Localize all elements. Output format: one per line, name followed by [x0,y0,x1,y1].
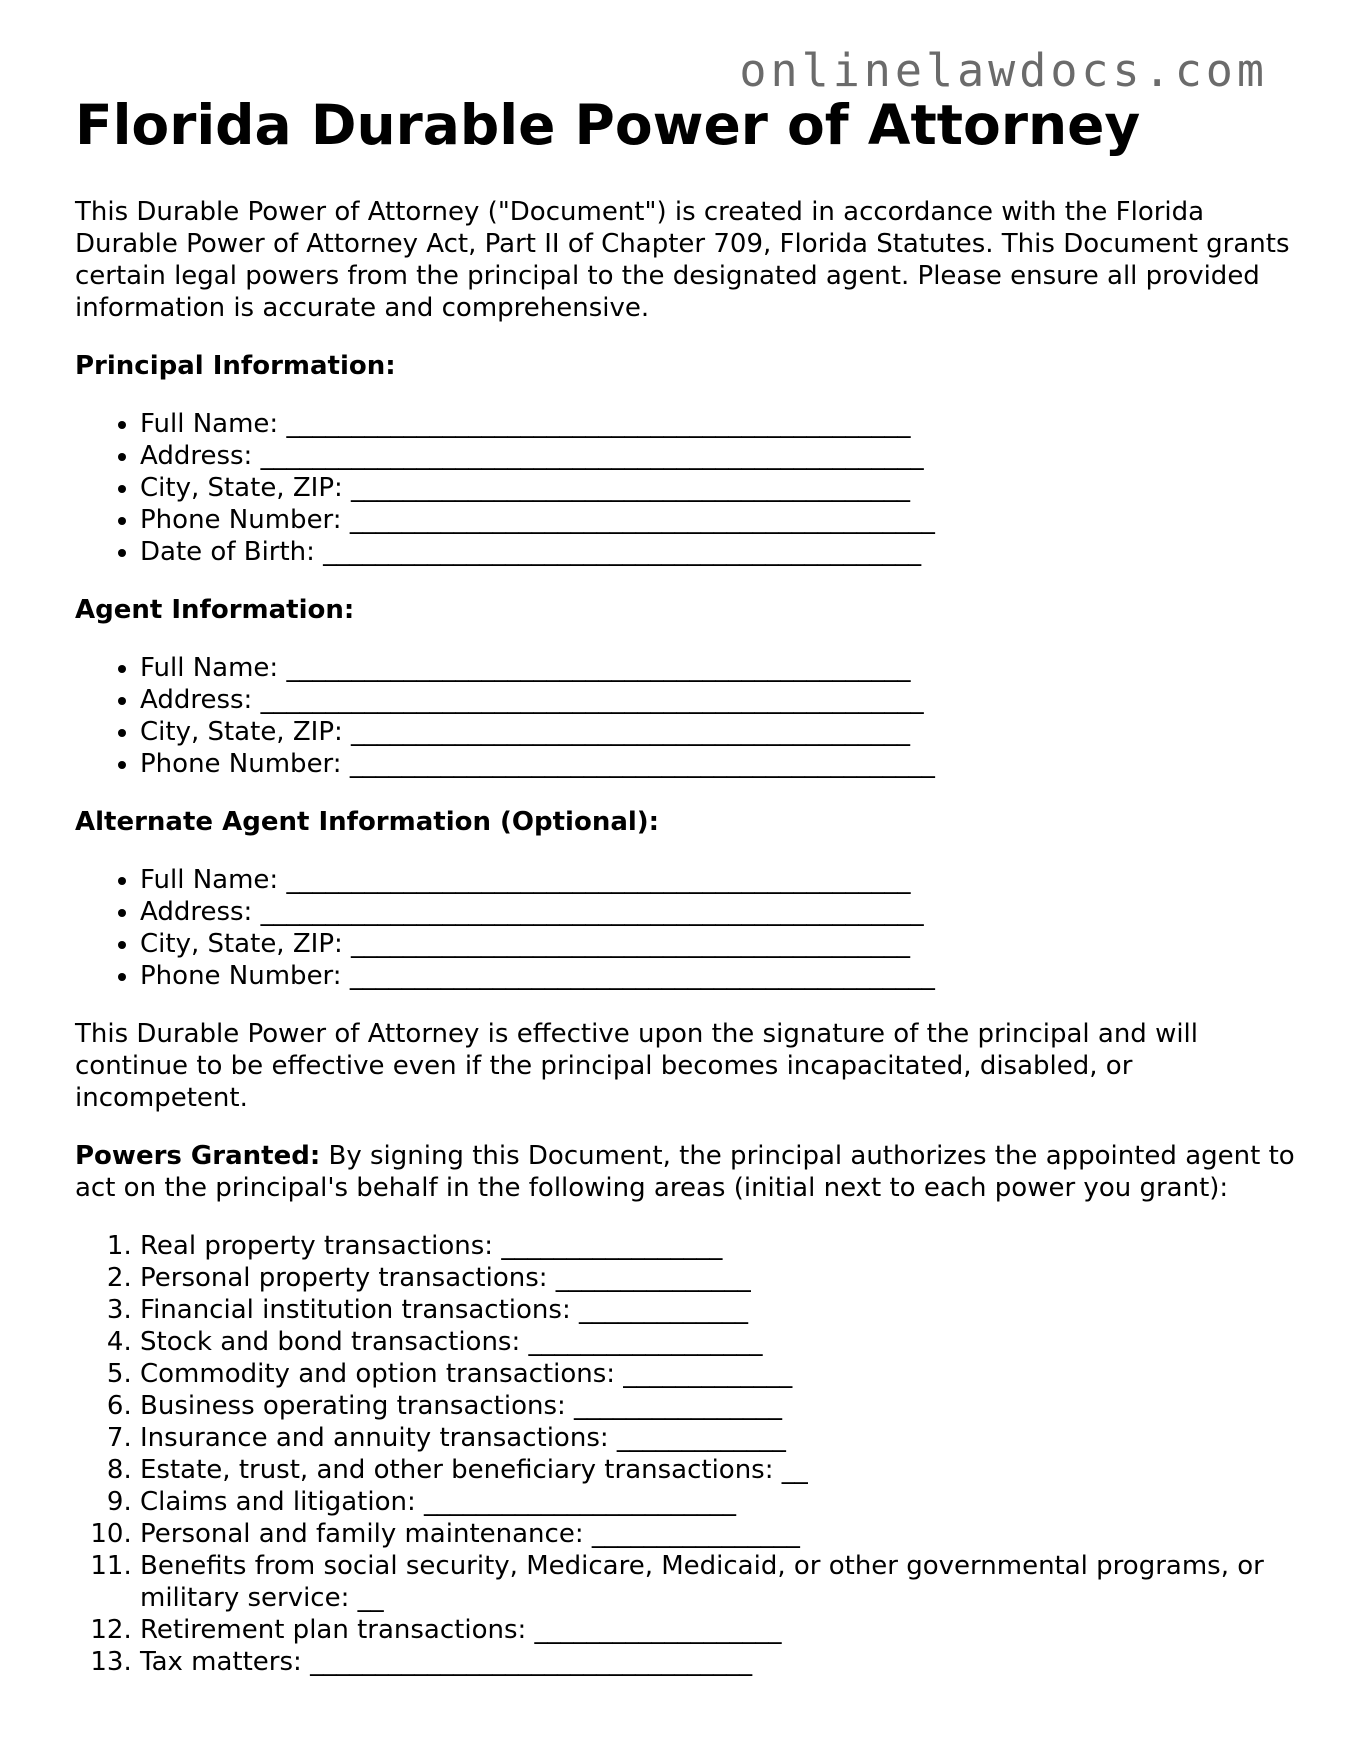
intro-paragraph: This Durable Power of Attorney ("Document") is created in accordance with the Florida Durable Power of Attorney Act, Part II of Chapter 709, Florida Statutes. This Document grants certain legal powers from the principal to the designated agent. Please ensure all provided information is accurate and comprehensive. [75,197,1290,323]
alternate-phone-field: • Phone Number: _____________________________________________ [140,960,1295,992]
alternate-address-field: • Address: ___________________________________________________ [140,896,1295,928]
document-page [75,92,1295,1704]
power-item: 6. Business operating transactions: ________________ [140,1390,1295,1422]
power-item: 1. Real property transactions: _________________ [140,1230,1295,1262]
powers-text: By signing this Document, the principal authorizes the appointed agent to act on the principal's behalf in the following areas (initial next to each power you grant): [75,1141,1295,1203]
power-item: 2. Personal property transactions: _______________ [140,1262,1295,1294]
principal-city-state-zip-field: • City, State, ZIP: ___________________________________________ [140,472,1295,504]
alternate-agent-fields-list [75,864,1295,992]
power-item: 10. Personal and family maintenance: ________________ [140,1518,1295,1550]
power-item: 13. Tax matters: __________________________________ [140,1646,1295,1678]
principal-heading: Principal Information: [75,351,396,381]
alternate-full-name-field: • Full Name: ________________________________________________ [140,864,1295,896]
agent-city-state-zip-field: • City, State, ZIP: ___________________________________________ [140,716,1295,748]
watermark: onlinelawdocs.com [739,44,1268,97]
powers-label: Powers Granted: [75,1141,321,1171]
effective-paragraph: This Durable Power of Attorney is effective upon the signature of the principal and will continue to be effective even if the principal becomes incapacitated, disabled, or incompetent. [75,1019,1199,1113]
principal-full-name-field: • Full Name: ________________________________________________ [140,408,1295,440]
agent-address-field: • Address: ___________________________________________________ [140,684,1295,716]
agent-full-name-field: • Full Name: ________________________________________________ [140,652,1295,684]
alternate-city-state-zip-field: • City, State, ZIP: ___________________________________________ [140,928,1295,960]
power-item: 4. Stock and bond transactions: __________________ [140,1326,1295,1358]
agent-fields-list [75,652,1295,780]
agent-phone-field: • Phone Number: _____________________________________________ [140,748,1295,780]
power-item: 11. Benefits from social security, Medicare, Medicaid, or other governmental programs, or military service: __ [140,1550,1295,1614]
power-item: 5. Commodity and option transactions: _____________ [140,1358,1295,1390]
power-item: 8. Estate, trust, and other beneficiary transactions: __ [140,1454,1295,1486]
principal-address-field: • Address: ___________________________________________________ [140,440,1295,472]
powers-list [75,1230,1295,1678]
principal-fields-list [75,408,1295,568]
document-title: Florida Durable Power of Attorney [75,93,1141,157]
powers-paragraph [75,1140,1295,1204]
alternate-agent-heading: Alternate Agent Information (Optional): [75,807,660,837]
power-item: 9. Claims and litigation: ________________________ [140,1486,1295,1518]
principal-dob-field: • Date of Birth: ______________________________________________ [140,536,1295,568]
power-item: 7. Insurance and annuity transactions: _____________ [140,1422,1295,1454]
principal-phone-field: • Phone Number: _____________________________________________ [140,504,1295,536]
power-item: 3. Financial institution transactions: _____________ [140,1294,1295,1326]
power-item: 12. Retirement plan transactions: ___________________ [140,1614,1295,1646]
agent-heading: Agent Information: [75,595,355,625]
